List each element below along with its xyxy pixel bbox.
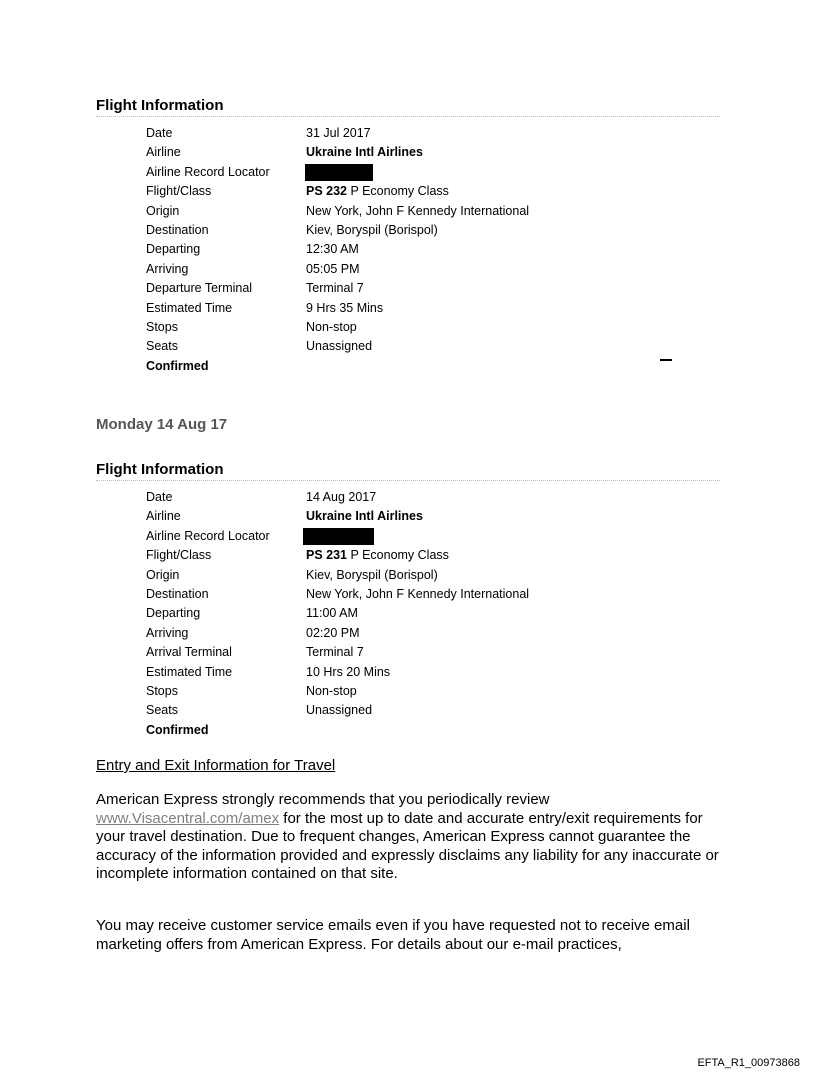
departing-value: 12:30 AM (306, 242, 359, 257)
flight-class-label: Flight/Class (146, 548, 212, 563)
origin-label: Origin (146, 567, 180, 582)
destination-value: New York, John F Kennedy International (306, 586, 530, 601)
flight-class-label: Flight/Class (146, 184, 212, 199)
row-origin (146, 566, 706, 585)
departing-value: 11:00 AM (306, 606, 358, 621)
arriving-value: 05:05 PM (306, 261, 360, 276)
email-notice-paragraph: You may receive customer service emails even if you have requested not to receive email marketing offers from American Express. For details about our e-mail practices, (96, 917, 690, 953)
date-value: 31 Jul 2017 (306, 126, 371, 140)
seats-label: Seats (146, 339, 178, 354)
arriving-label: Arriving (146, 625, 189, 640)
row-arriving (146, 624, 706, 643)
estimated-time-value: 9 Hrs 35 Mins (306, 300, 384, 315)
row-destination (146, 585, 706, 604)
seats-value: Unassigned (306, 339, 373, 354)
airline-label: Airline (146, 145, 181, 160)
travel-class: P Economy Class (347, 184, 449, 199)
row-airline (146, 143, 706, 162)
row-date (146, 124, 706, 143)
stops-label: Stops (146, 683, 178, 698)
row-departing (146, 240, 706, 259)
row-record-locator (146, 527, 706, 546)
entry-exit-text-before: American Express strongly recommends that you periodically review (96, 791, 550, 808)
record-locator-value (306, 163, 373, 182)
estimated-time-value: 10 Hrs 20 Mins (306, 664, 391, 679)
flight-number: PS 231 (306, 548, 348, 563)
stops-value: Non-stop (306, 683, 357, 698)
row-departing (146, 604, 706, 623)
travel-class: P Economy Class (347, 548, 449, 563)
row-terminal (146, 279, 706, 298)
row-arriving (146, 260, 706, 279)
row-estimated-time (146, 299, 706, 318)
origin-value: New York, John F Kennedy International (306, 203, 530, 218)
row-stops (146, 682, 706, 701)
origin-value: Kiev, Boryspil (Borispol) (306, 567, 438, 582)
record-locator-label: Airline Record Locator (146, 528, 270, 543)
redaction-box (303, 528, 374, 545)
airline-label: Airline (146, 509, 181, 524)
terminal-value: Terminal 7 (306, 645, 364, 660)
stops-value: Non-stop (306, 319, 357, 334)
row-terminal (146, 643, 706, 662)
seats-label: Seats (146, 703, 178, 718)
booking-status: Confirmed (146, 722, 209, 737)
flight-info-title-1: Flight Information (96, 97, 720, 117)
row-seats (146, 701, 706, 720)
flight-details-2 (146, 488, 706, 740)
arriving-value: 02:20 PM (306, 625, 360, 640)
redaction-box (305, 164, 373, 181)
row-date (146, 488, 706, 507)
row-flight-class (146, 546, 706, 565)
flight-class-value (306, 182, 449, 201)
departing-label: Departing (146, 242, 201, 257)
estimated-time-label: Estimated Time (146, 300, 233, 315)
document-id: EFTA_R1_00973868 (697, 1057, 800, 1069)
date-label: Date (146, 126, 173, 140)
row-destination (146, 221, 706, 240)
entry-exit-heading: Entry and Exit Information for Travel (96, 757, 336, 774)
arriving-label: Arriving (146, 261, 189, 276)
record-locator-label: Airline Record Locator (146, 164, 270, 179)
flight-details-1 (146, 124, 706, 376)
flight-info-title-2: Flight Information (96, 461, 720, 481)
flight-number: PS 232 (306, 184, 348, 199)
booking-status: Confirmed (146, 358, 209, 373)
dash-mark (660, 359, 672, 361)
destination-label: Destination (146, 586, 209, 601)
airline-value: Ukraine Intl Airlines (306, 509, 423, 524)
airline-value: Ukraine Intl Airlines (306, 145, 423, 160)
date-label: Date (146, 490, 173, 504)
record-locator-value (306, 527, 374, 546)
origin-label: Origin (146, 203, 180, 218)
destination-value: Kiev, Boryspil (Borispol) (306, 222, 438, 237)
row-origin (146, 202, 706, 221)
date-value: 14 Aug 2017 (306, 490, 377, 504)
day-heading: Monday 14 Aug 17 (96, 416, 228, 433)
terminal-value: Terminal 7 (306, 281, 364, 296)
row-flight-class (146, 182, 706, 201)
seats-value: Unassigned (306, 703, 373, 718)
stops-label: Stops (146, 319, 178, 334)
entry-exit-text-after: for the most up to date and accurate entry/exit requirements for your travel destination. Due to frequent changes, American Express cannot guarantee the accuracy of the information provided and expressly disclaims any liability for any inaccurate or incomplete information contained on that site. (96, 809, 719, 882)
estimated-time-label: Estimated Time (146, 664, 233, 679)
row-record-locator (146, 163, 706, 182)
visacentral-link[interactable]: www.Visacentral.com/amex (96, 809, 280, 827)
row-airline (146, 507, 706, 526)
terminal-label: Arrival Terminal (146, 645, 232, 660)
terminal-label: Departure Terminal (146, 281, 253, 296)
row-seats (146, 337, 706, 356)
entry-exit-paragraph (96, 791, 736, 884)
departing-label: Departing (146, 606, 201, 621)
flight-class-value (306, 546, 449, 565)
destination-label: Destination (146, 222, 209, 237)
row-estimated-time (146, 663, 706, 682)
row-stops (146, 318, 706, 337)
